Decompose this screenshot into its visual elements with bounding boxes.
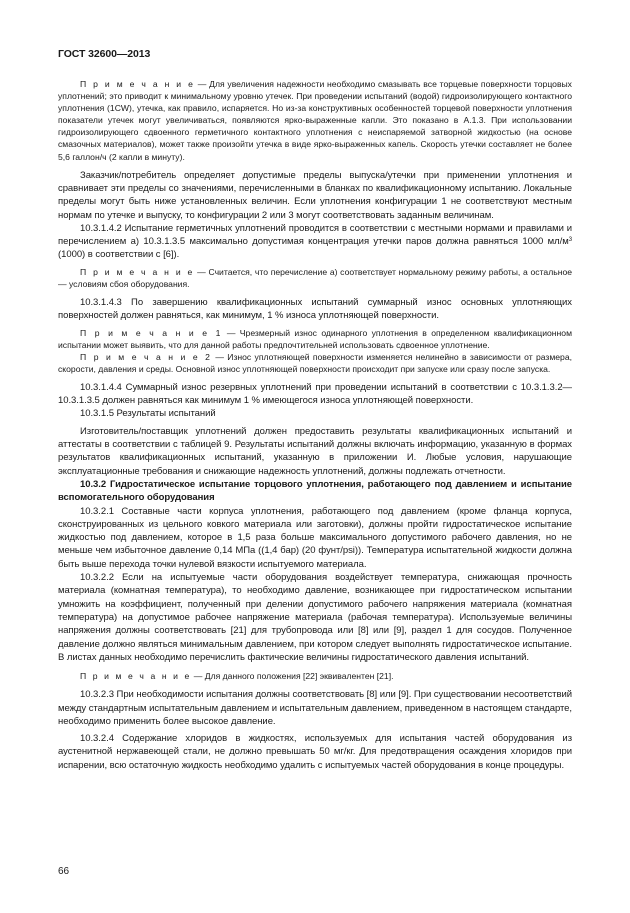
page-number: 66 — [58, 866, 70, 877]
note-label: П р и м е ч а н и е — [80, 266, 195, 277]
paragraph: 10.3.2.3 При необходимости испытания должны соответствовать [8] или [9]. При существовании несоответствий между стандартным испытательным давлением и испытательным давлением, приведенном в настоящем стандарте, необходимо применить более высокое давление. — [58, 689, 572, 727]
paragraph-text: (1000) в соответствии с [6]). — [58, 249, 180, 261]
paragraph: Заказчик/потребитель определяет допустимые пределы выпуска/утечки при применении уплотнения и сравнивает эти пределы со значениями, перечисленными в бланках по квалификационному испытанию. Локальные пределы могут быть ниже установленных величин. Если уплотнения конфигурации 1 не соответствуют местным нормам по утечке и выпуску, то конфигурации 2 или 3 могут соответствовать заданным величинам. — [58, 169, 572, 221]
paragraph — [58, 222, 572, 262]
note-paragraph — [58, 266, 572, 290]
paragraph: 10.3.2.2 Если на испытуемые части оборудования воздействует температура, снижающая прочность материала (комнатная температура), то необходимо давление, возникающее при гидростатическом испытании умножить на коэффициент, полученный при делении допустимого рабочего напряжения материала (комнатная температура) на допустимое рабочее напряжение материала (рабочая температура). Используемые величины напряжения должны соответствовать [21] для трубопровода или [8] или [9], раздел 1 для сосудов. Полученное давление должно являться минимальным давлением, при котором следует выполнять гидростатическое испытание. В листах данных необходимо перечислить фактические величины гидростатического давления испытаний. — [58, 572, 572, 663]
note-text: — Чрезмерный износ одинарного уплотнения в определенном квалификационном испытании может выявить, что для данной работы предпочтительней использовать сдвоенное уплотнение. — [58, 327, 572, 350]
note-text: — Считается, что перечисление а) соответствует нормальному режиму работы, а остальное — условиям сбоя оборудования. — [58, 266, 572, 289]
paragraph: 10.3.1.4.4 Суммарный износ резервных уплотнений при проведении испытаний в соответствии с 10.3.1.3.2—10.3.1.3.5 должен равняться как минимум 1 % имеющегося износа уплотняющей поверхности. — [58, 381, 572, 407]
document-body — [58, 78, 572, 772]
note-label: П р и м е ч а н и е — [80, 79, 195, 89]
note-label: П р и м е ч а н и е — [80, 671, 192, 682]
note-label: П р и м е ч а н и е 1 — [80, 327, 223, 338]
note-text: — Для увеличения надежности необходимо смазывать все торцевые поверхности торцовых уплотнений; это приводит к минимальному уровню утечек. При проведении испытаний (водой) гидроизолирующего контактного уплотнения (1CW), утечка, как правило, испаряется. Но из-за конструктивных особенностей торцевой поверхности уплотнения показатели утечек могут увеличиваться, появляются ярко-выраженные капли. Это показано в А.1.3. При использовании гидроизолирующего сдвоенного герметичного контактного уплотнения с неиспаряемой затворной жидкостью (на основе смазочных материалов), может также произойти утечка в виде ярко-выраженных капель. Скорость утечки составляет не более 5,6 галлон/ч (2 капли в минуту). — [58, 79, 572, 162]
paragraph-text: 10.3.1.4.2 Испытание герметичных уплотнений проводится в соответствии с местными нормами и правилами и перечислением а) 10.3.1.3.5 максимально допустимая концентрация утечки паров должна равняться 1000 мл/м — [58, 222, 572, 248]
paragraph: 10.3.2.4 Содержание хлоридов в жидкостях, используемых для испытания частей оборудования из аустенитной нержавеющей стали, не должно превышать 50 мг/кг. Для предотвращения осаждения хлоридов при испарении, всю остаточную жидкость необходимо удалить с испытуемых частей оборудования в конце процедуры. — [58, 733, 572, 771]
section-heading: 10.3.2 Гидростатическое испытание торцового уплотнения, работающего под давлением и испытание вспомогательного оборудования — [58, 478, 572, 504]
paragraph: 10.3.1.4.3 По завершению квалификационных испытаний суммарный износ основных уплотняющих поверхностей должен равняться, как минимум, 1 % износа уплотняющей поверхности. — [58, 296, 572, 322]
paragraph: 10.3.1.5 Результаты испытаний — [80, 408, 216, 420]
superscript: 3 — [568, 237, 572, 244]
note-paragraph — [58, 327, 572, 351]
note-paragraph — [58, 670, 572, 682]
document-header: ГОСТ 32600—2013 — [58, 48, 151, 60]
note-text: — Износ уплотняющей поверхности изменяется нелинейно в зависимости от размера, скорости, давления и среды. Основной износ уплотняющей поверхности происходит при запуске или сразу после запуска. — [58, 351, 572, 374]
note-text: — Для данного положения [22] эквивалентен [21]. — [191, 671, 394, 682]
note-label: П р и м е ч а н и е 2 — [80, 351, 213, 362]
note-paragraph — [58, 351, 572, 375]
paragraph: Изготовитель/поставщик уплотнений должен предоставить результаты квалификационных испытаний и аттестаты в соответствии с таблицей 9. Результаты испытаний должны включать информацию, указанную в формах результатов квалификационных испытаний, указанную в приложении И. Любые условия, нарушающие эксплуатационные требования и снижающие надежность уплотнений, должны подлежать отчетности. — [58, 425, 572, 477]
paragraph: 10.3.2.1 Составные части корпуса уплотнения, работающего под давлением (кроме фланца корпуса, сконструированных из цельного ковкого материала или заготовки), должны пройти гидростатическое испытание жидкостью под давлением, которое в 1,5 раза больше максимального допустимого рабочего давления, но не меньше чем избыточное давление 0,14 МПа ((1,4 бар) (20 фунт/psi)). Температура испытательной жидкости должна быть выше перехода точки нулевой вязкости испытуемого материала. — [58, 505, 572, 570]
note-paragraph — [58, 78, 572, 163]
